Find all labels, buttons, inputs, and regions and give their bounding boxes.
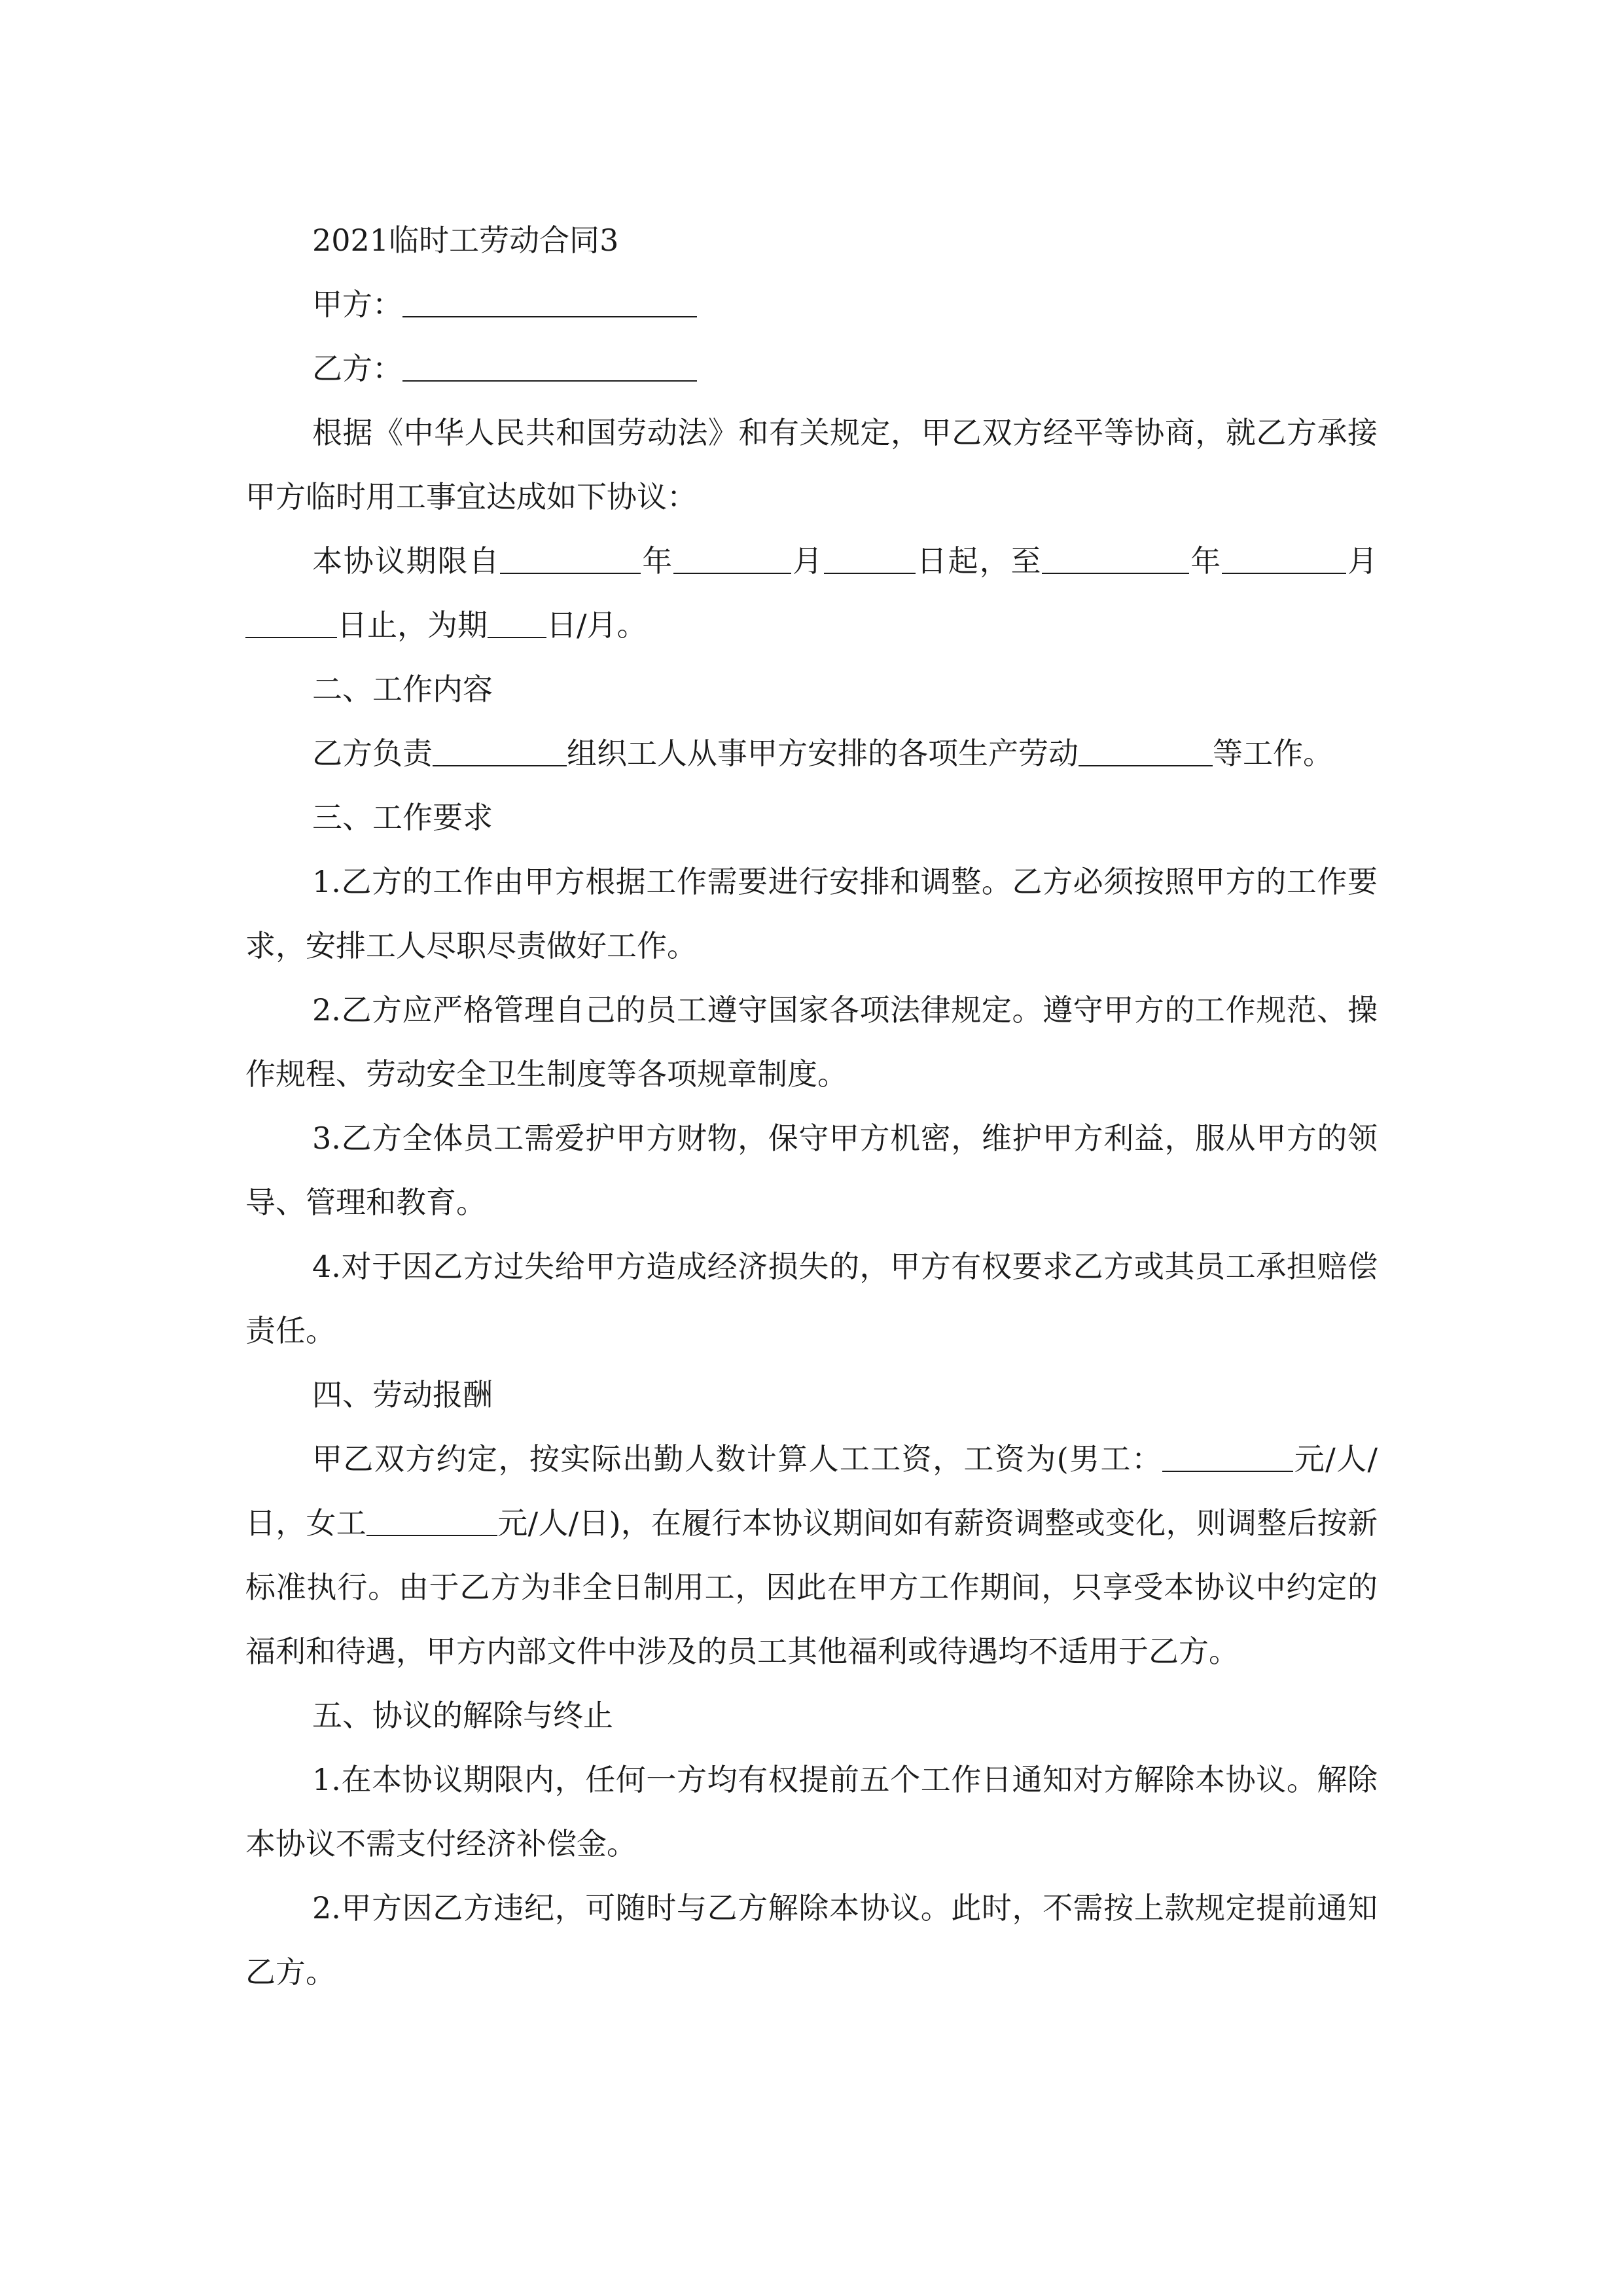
month-label: 月 (791, 543, 824, 579)
work-content-text: 组织工人从事甲方安排的各项生产劳动 (567, 736, 1079, 771)
party-a-blank (402, 287, 697, 317)
male-wage-blank (1162, 1442, 1293, 1472)
section-3-heading: 三、工作要求 (312, 800, 493, 835)
end-month-blank (1222, 544, 1346, 574)
termination-item: 1.在本协议期限内，任何一方均有权提前五个工作日通知对方解除本协议。解除本协议不需支付经济补偿金。 (245, 1762, 1378, 1861)
duration-blank (488, 608, 546, 638)
termination-item: 2.甲方因乙方违纪，可随时与乙方解除本协议。此时，不需按上款规定提前通知乙方。 (245, 1890, 1378, 1990)
year-label: 年 (1189, 543, 1222, 579)
document-title: 2021临时工劳动合同3 (312, 223, 619, 258)
requirement-item: 1.乙方的工作由甲方根据工作需要进行安排和调整。乙方必须按照甲方的工作要求，安排工人尽职尽责做好工作。 (245, 864, 1378, 963)
remuneration-text: 元/人/日)，在履行本协议期间如有薪资调整或变化，则调整后按新标准执行。由于乙方为非全日制用工，因此在甲方工作期间，只享受本协议中约定的福利和待遇，甲方内部文件中涉及的员工其他福利或待遇均不适用于乙方。 (245, 1505, 1378, 1669)
requirement-item: 4.对于因乙方过失给甲方造成经济损失的，甲方有权要求乙方或其员工承担赔偿责任。 (245, 1249, 1378, 1348)
party-b-blank (402, 351, 697, 382)
party-a-line (245, 272, 1378, 336)
duration-unit: 日/月。 (546, 607, 647, 643)
start-month-blank (673, 544, 791, 574)
female-wage-blank (366, 1506, 497, 1536)
section-4-heading: 四、劳动报酬 (312, 1377, 493, 1412)
term-start-text: 本协议期限自 (312, 543, 501, 579)
term-paragraph (245, 529, 1378, 657)
year-label: 年 (641, 543, 674, 579)
end-year-blank (1042, 544, 1189, 574)
day-start-label: 日起，至 (915, 543, 1043, 579)
party-a-label: 甲方： (312, 287, 402, 322)
work-content-text: 乙方负责 (312, 736, 433, 771)
contract-page (245, 208, 1378, 2004)
start-year-blank (500, 544, 641, 574)
intro-paragraph: 根据《中华人民共和国劳动法》和有关规定，甲乙双方经平等协商，就乙方承接甲方临时用工事宜达成如下协议： (245, 415, 1378, 514)
month-label: 月 (1346, 543, 1378, 579)
remuneration-text: 元/人/日，女工 (245, 1441, 1378, 1541)
requirement-item: 3.乙方全体员工需爱护甲方财物，保守甲方机密，维护甲方利益，服从甲方的领导、管理和教育。 (245, 1121, 1378, 1220)
party-b-line (245, 336, 1378, 401)
day-end-label: 日止，为期 (337, 607, 488, 643)
end-day-blank (245, 608, 337, 638)
requirement-item: 2.乙方应严格管理自己的员工遵守国家各项法律规定。遵守甲方的工作规范、操作规程、劳动安全卫生制度等各项规章制度。 (245, 992, 1378, 1092)
remuneration-text: 甲乙双方约定，按实际出勤人数计算人工工资，工资为(男工： (312, 1441, 1163, 1477)
section-5-heading: 五、协议的解除与终止 (312, 1698, 613, 1733)
work-content-paragraph (245, 721, 1378, 785)
start-day-blank (824, 544, 916, 574)
section-2-heading: 二、工作内容 (312, 672, 493, 707)
work-type-blank (1079, 736, 1213, 766)
remuneration-paragraph (245, 1427, 1378, 1683)
work-content-text: 等工作。 (1213, 736, 1333, 771)
party-b-label: 乙方： (312, 351, 402, 386)
responsible-blank (433, 736, 567, 766)
